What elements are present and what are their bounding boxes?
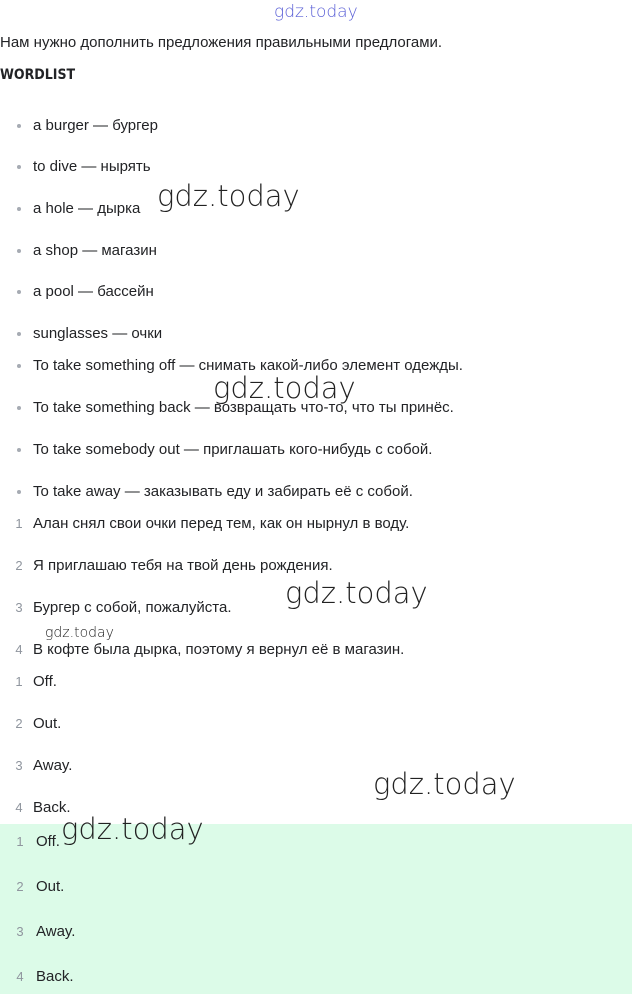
translation-text: Бургер с собой, пожалуйста. (33, 599, 232, 616)
item-number: 3 (15, 758, 23, 773)
list-item-text: a hole — дырка (33, 200, 141, 217)
bullet-icon (17, 406, 21, 410)
list-item-text: a shop — магазин (33, 242, 157, 259)
item-number: 4 (16, 969, 24, 984)
answer-text: Away. (33, 757, 73, 774)
bullet-icon (17, 448, 21, 452)
list-item-text: to dive — нырять (33, 158, 151, 175)
item-number: 1 (15, 674, 23, 689)
item-number: 4 (15, 800, 23, 815)
answer-text: Out. (33, 715, 62, 732)
wordlist-heading: WORDLIST (0, 67, 76, 83)
translation-text: Я приглашаю тебя на твой день рождения. (33, 557, 333, 574)
item-number: 2 (16, 879, 24, 894)
final-answer-text: Back. (36, 968, 74, 985)
translation-text: В кофте была дырка, поэтому я вернул её в магазин. (33, 641, 405, 658)
watermark-top: gdz.today (274, 2, 358, 22)
final-answer-text: Off. (36, 833, 60, 850)
translation-text: Алан снял свои очки перед тем, как он нырнул в воду. (33, 515, 410, 532)
watermark: gdz.today (373, 767, 516, 801)
item-number: 1 (16, 834, 24, 849)
list-item-text: To take something back — возвращать что-то, что ты принёс. (33, 399, 454, 416)
item-number: 3 (15, 600, 23, 615)
intro-text: Нам нужно дополнить предложения правильными предлогами. (0, 34, 443, 51)
watermark: gdz.today (285, 576, 428, 610)
item-number: 2 (15, 716, 23, 731)
list-item-text: To take away — заказывать еду и забирать её с собой. (33, 483, 413, 500)
watermark: gdz.today (213, 371, 356, 405)
bullet-icon (17, 490, 21, 494)
bullet-icon (17, 249, 21, 253)
watermark: gdz.today (157, 179, 300, 213)
bullet-icon (17, 124, 21, 128)
final-answer-text: Away. (36, 923, 76, 940)
bullet-icon (17, 364, 21, 368)
answer-box (0, 824, 632, 994)
watermark: gdz.today (45, 625, 114, 641)
list-item-text: a pool — бассейн (33, 283, 154, 300)
item-number: 3 (16, 924, 24, 939)
answer-text: Off. (33, 673, 57, 690)
list-item-text: To take somebody out — приглашать кого-нибудь с собой. (33, 441, 433, 458)
watermark: gdz.today (61, 812, 204, 846)
list-item-text: To take something off — снимать какой-либо элемент одежды. (33, 357, 463, 374)
final-answer-text: Out. (36, 878, 65, 895)
answer-text: Back. (33, 799, 71, 816)
list-item-text: a burger — бургер (33, 117, 158, 134)
bullet-icon (17, 207, 21, 211)
item-number: 2 (15, 558, 23, 573)
list-item-text: sunglasses — очки (33, 325, 163, 342)
item-number: 1 (15, 516, 23, 531)
bullet-icon (17, 165, 21, 169)
item-number: 4 (15, 642, 23, 657)
bullet-icon (17, 332, 21, 336)
bullet-icon (17, 290, 21, 294)
